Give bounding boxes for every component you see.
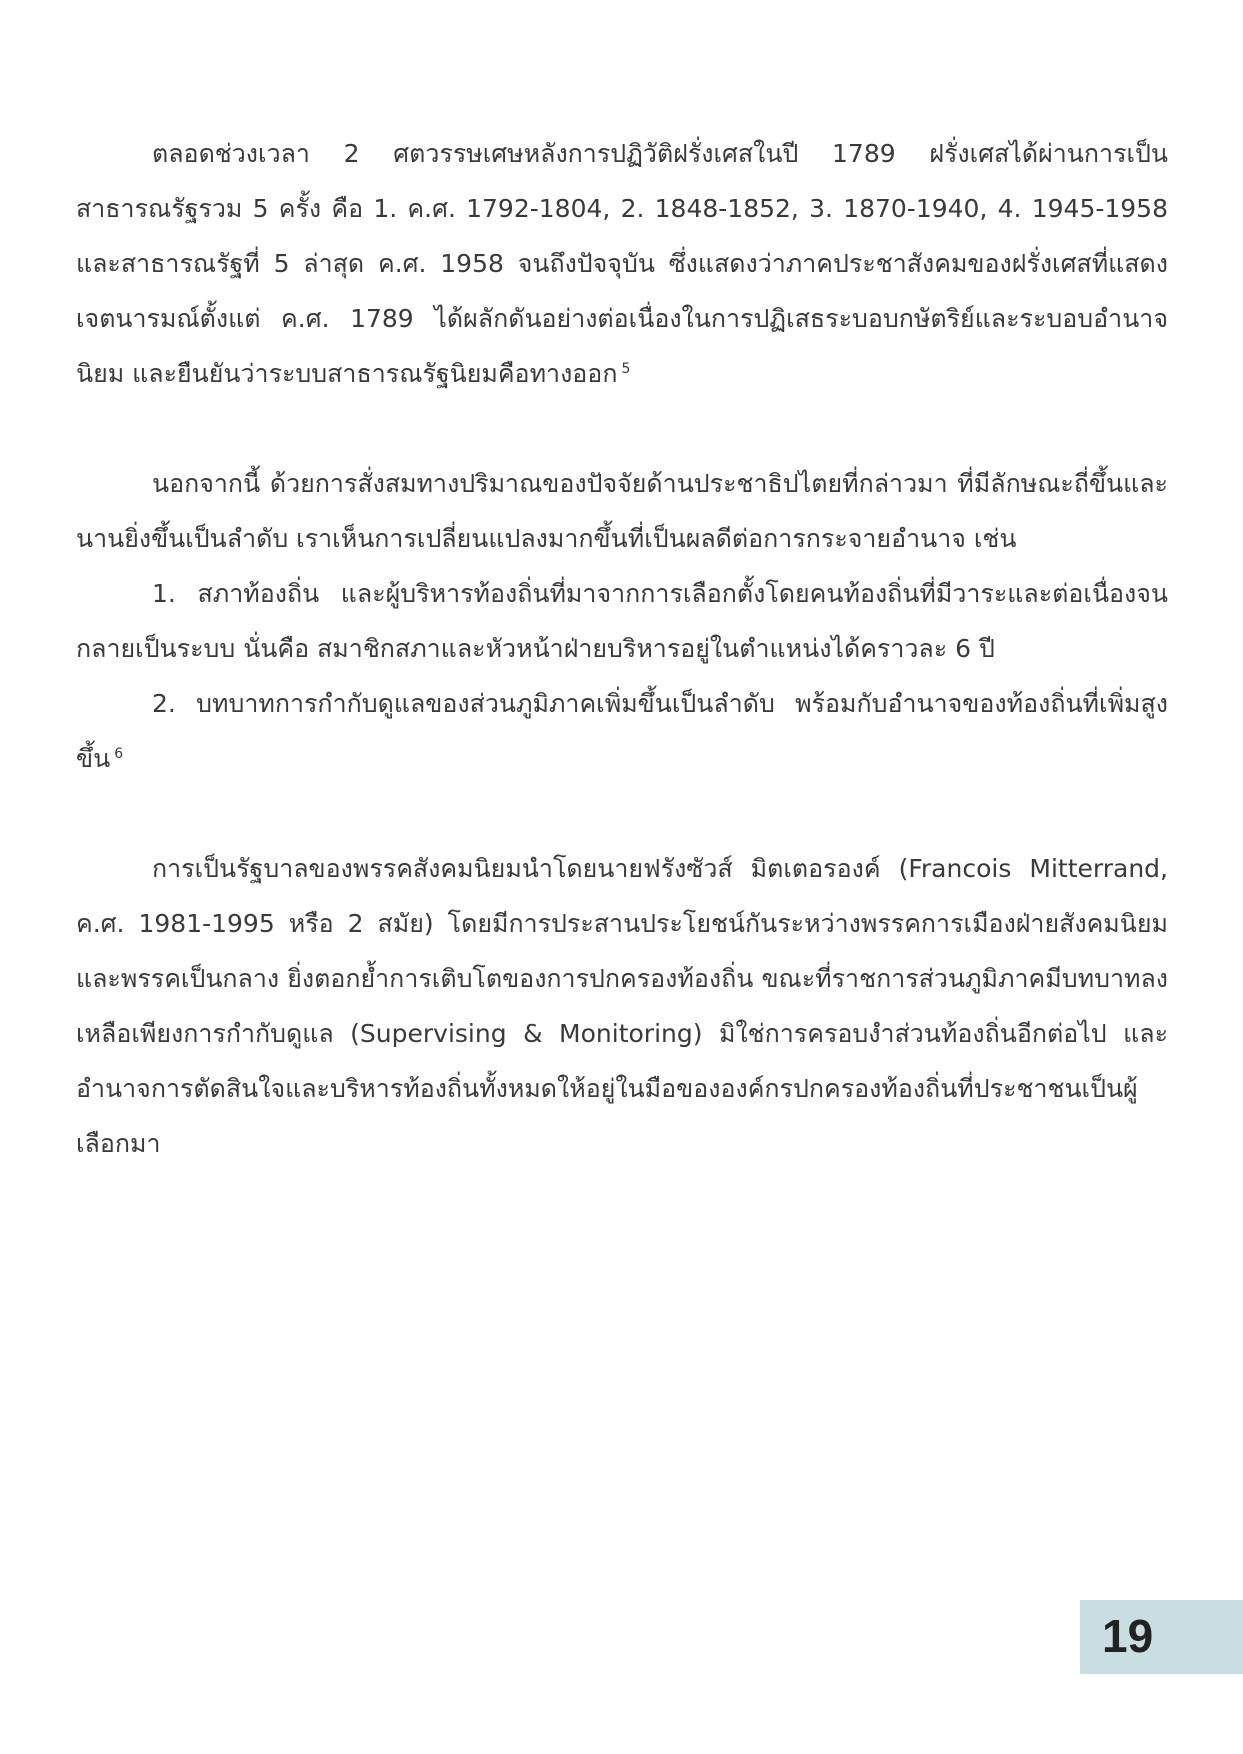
list-item-local-council: [76, 566, 1168, 676]
document-body: [76, 126, 1168, 1171]
list-item-regional-role: [76, 676, 1168, 786]
page-number: 19: [1102, 1610, 1154, 1662]
footnote-ref-6: 6: [114, 745, 124, 762]
list-item-text: 2. บทบาทการกำกับดูแลของส่วนภูมิภาคเพิ่มขึ้นเป็นลำดับ พร้อมกับอำนาจของท้องถิ่นที่เพิ่มสูงขึ้น: [76, 689, 1168, 773]
paragraph-text: การเป็นรัฐบาลของพรรคสังคมนิยมนำโดยนายฟรังซัวส์ มิตเตอรองค์ (Francois Mitterrand, ค.ศ. 1981-1995 หรือ 2 สมัย) โดยมีการประสานประโยชน์กันระหว่างพรรคการเมืองฝ่ายสังคมนิยมและพรรคเป็นกลาง ยิ่งตอกย้ำการเติบโตของการปกครองท้องถิ่น ขณะที่ราชการส่วนภูมิภาคมีบทบาทลงเหลือเพียงการกำกับดูแล (Supervising & Monitoring) มิใช่การครอบงำส่วนท้องถิ่นอีกต่อไป และอำนาจการตัดสินใจและบริหารท้องถิ่นทั้งหมดให้อยู่ในมือขององค์กรปกครองท้องถิ่นที่ประชาชนเป็นผู้เลือกมา: [76, 854, 1168, 1158]
paragraph-socialist-government: [76, 841, 1168, 1171]
list-item-text: 1. สภาท้องถิ่น และผู้บริหารท้องถิ่นที่มาจากการเลือกตั้งโดยคนท้องถิ่นที่มีวาระและต่อเนื่องจนกลายเป็นระบบ นั่นคือ สมาชิกสภาและหัวหน้าฝ่ายบริหารอยู่ในตำแหน่งได้คราวละ 6 ปี: [76, 579, 1168, 663]
paragraph-text: ตลอดช่วงเวลา 2 ศตวรรษเศษหลังการปฏิวัติฝรั่งเศสในปี 1789 ฝรั่งเศสได้ผ่านการเป็นสาธารณรัฐรวม 5 ครั้ง คือ 1. ค.ศ. 1792-1804, 2. 1848-1852, 3. 1870-1940, 4. 1945-1958 และสาธารณรัฐที่ 5 ล่าสุด ค.ศ. 1958 จนถึงปัจจุบัน ซึ่งแสดงว่าภาคประชาสังคมของฝรั่งเศสที่แสดงเจตนารมณ์ตั้งแต่ ค.ศ. 1789 ได้ผลักดันอย่างต่อเนื่องในการปฏิเสธระบอบกษัตริย์และระบอบอำนาจนิยม และยืนยันว่าระบบสาธารณรัฐนิยมคือทางออก: [76, 139, 1168, 388]
paragraph-decentralization-intro: [76, 456, 1168, 566]
paragraph-text: นอกจากนี้ ด้วยการสั่งสมทางปริมาณของปัจจัยด้านประชาธิปไตยที่กล่าวมา ที่มีลักษณะถี่ขึ้นและนานยิ่งขึ้นเป็นลำดับ เราเห็นการเปลี่ยนแปลงมากขึ้นที่เป็นผลดีต่อการกระจายอำนาจ เช่น: [76, 469, 1168, 553]
footnote-ref-5: 5: [621, 360, 631, 377]
page-number-box: [1080, 1600, 1243, 1674]
paragraph-republic-history: [76, 126, 1168, 401]
